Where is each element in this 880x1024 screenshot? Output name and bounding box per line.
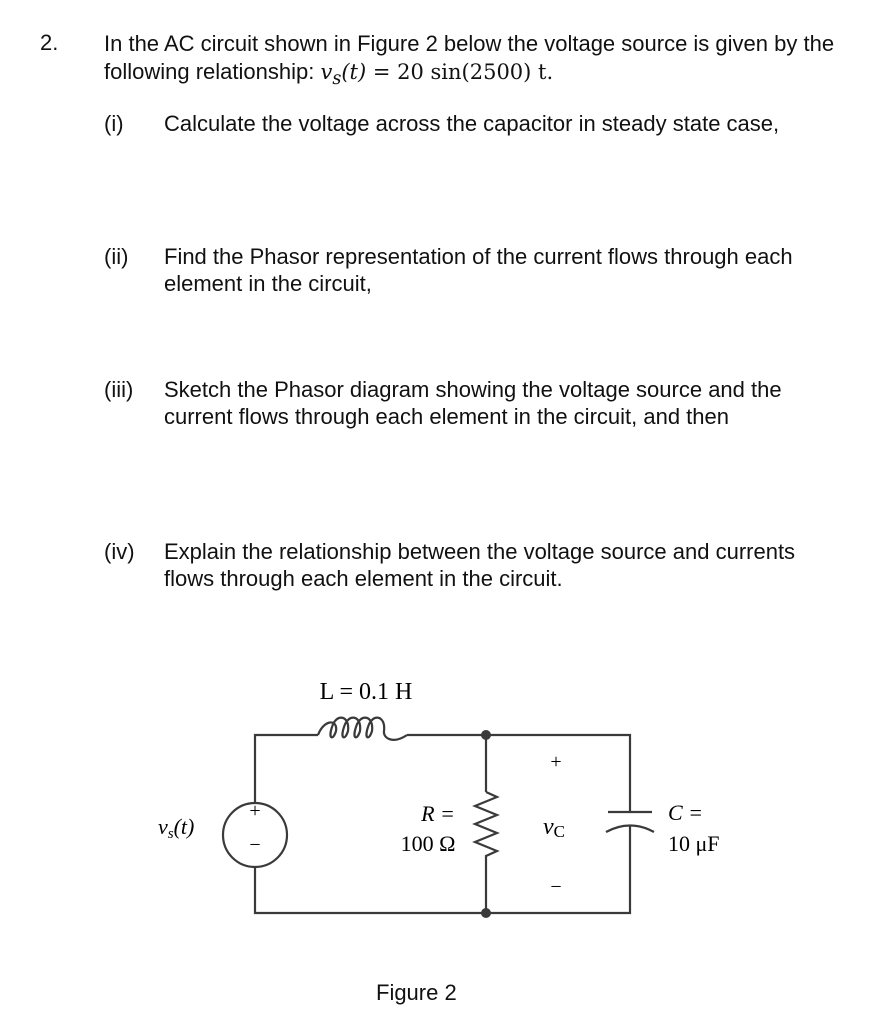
cap-voltage-label (543, 814, 565, 841)
inductor-icon (318, 718, 407, 740)
part-label: (ii) (104, 244, 129, 269)
source-label-v: v (158, 814, 168, 839)
source-label-sub: s (167, 826, 174, 842)
capacitor-label-line1: C = (668, 800, 704, 825)
part-label: (iii) (104, 377, 134, 402)
resistor-label-line1: R = (421, 801, 455, 826)
node-top (481, 730, 491, 740)
cap-voltage-plus: + (550, 751, 562, 773)
part-label: (i) (104, 111, 124, 136)
source-label-arg: (t) (173, 814, 195, 839)
source-minus-sign: − (249, 834, 261, 856)
part-text: Calculate the voltage across the capacitor in steady state case, (164, 111, 780, 136)
part-text: Find the Phasor representation of the current flows through each element in the circuit, (164, 244, 793, 296)
part-text: Explain the relationship between the voltage source and currents flows through each element in the circuit. (164, 539, 796, 591)
capacitor-label-line2: 10 μF (668, 831, 720, 856)
inductor-label: L = 0.1 H (319, 679, 413, 705)
cap-voltage-sub: C (553, 822, 565, 841)
equation-lhs: v (320, 60, 333, 84)
equation-arg: (t) (341, 60, 367, 84)
part-text: Sketch the Phasor diagram showing the voltage source and the current flows through each element in the circuit, and then (164, 377, 782, 429)
resistor-label-line2: 100 Ω (400, 831, 456, 856)
cap-voltage-v: v (543, 814, 554, 840)
cap-voltage-minus: − (550, 876, 562, 898)
equation-rhs: = 20 sin(2500) t. (372, 60, 554, 84)
node-bottom (481, 908, 491, 918)
part-label: (iv) (104, 539, 135, 564)
source-plus-sign: + (249, 800, 261, 822)
equation-lhs-subscript: s (332, 69, 342, 90)
question-number: 2. (40, 30, 59, 55)
figure-caption: Figure 2 (376, 980, 457, 1005)
wire-top-right (407, 735, 630, 800)
resistor-icon (475, 792, 497, 862)
stem-text: In the AC circuit shown in Figure 2 below the voltage source is given by the following relationship: (104, 31, 835, 84)
source-label (158, 814, 194, 842)
